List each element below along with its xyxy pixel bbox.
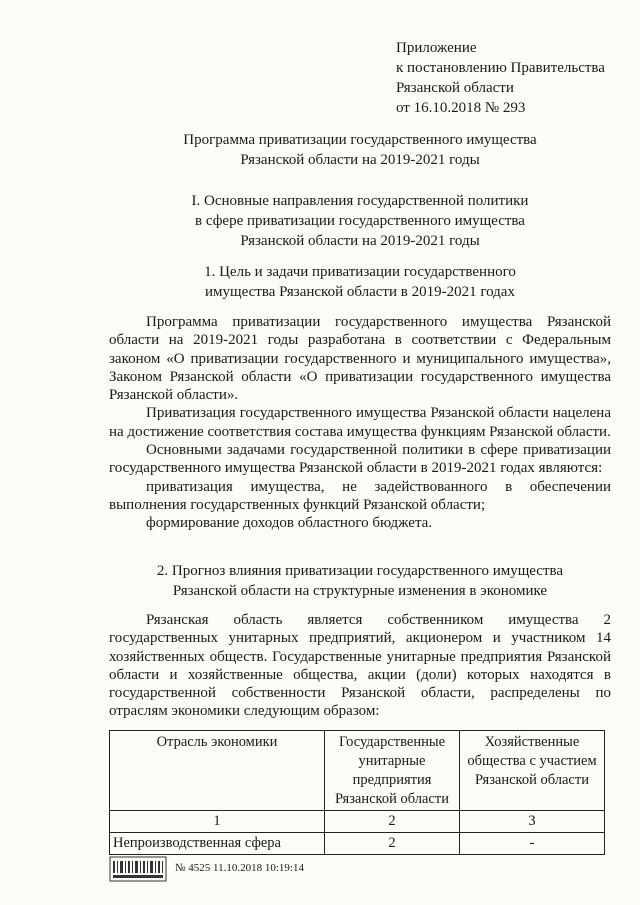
subsection1-heading-line-2: имущества Рязанской области в 2019-2021 годах [205,284,515,300]
subsection2-heading-line-2: Рязанской области на структурные изменения в экономике [172,583,548,599]
subsection2-heading-line-1: 2. Прогноз влияния приватизации государственного имущества [156,563,564,579]
subsection2-heading [90,561,630,601]
approval-line-4: от 16.10.2018 № 293 [396,100,526,116]
approval-line-3: Рязанской области [396,80,514,96]
paragraph-task-1: приватизация имущества, не задействованного в обеспечении выполнения государственных функций Рязанской области; [109,478,611,513]
section1-heading [90,191,630,251]
section1-heading-line-3: Рязанской области на 2019-2021 годы [240,233,480,249]
column-number-2: 2 [325,811,460,833]
header-state-enterprises: Государственные унитарные предприятия Рязанской области [325,731,460,811]
table-row [110,833,605,855]
row-business-companies-count: - [460,833,605,855]
sector-table [109,730,605,855]
document-barcode-icon [109,853,167,883]
registration-footer [109,853,304,883]
section2-text [109,611,611,721]
approval-line-1: Приложение [396,40,477,56]
section1-heading-line-2: в сфере приватизации государственного имущества [195,213,525,229]
table-header-row [110,731,605,811]
paragraph-purpose: Приватизация государственного имущества Рязанской области нацелена на достижение соответствия состава имущества функциям Рязанской области. [109,405,611,440]
registration-stamp: № 4525 11.10.2018 10:19:14 [175,862,304,874]
subsection1-heading [90,262,630,302]
paragraph-legal-basis: Программа приватизации государственного имущества Рязанской области на 2019-2021 годы разработана в соответствии с Федеральным законом «О приватизации государственного и муниципального имущества», Законом Рязанской области «О приватизации государственного имущества Рязанской области». [109,314,611,404]
program-title-line-2: Рязанской области на 2019-2021 годы [240,152,480,168]
paragraph-ownership: Рязанская область является собственником имущества 2 государственных унитарных предприятий, акционером и участником 14 хозяйственных обществ. Государственные унитарные предприятия Рязанской области и хозяйственные общества, акции (доли) которых находятся в государственной собственности Рязанской области, распределены по отраслям экономики следующим образом: [109,612,611,720]
row-state-enterprises-count: 2 [325,833,460,855]
column-number-3: 3 [460,811,605,833]
program-title-line-1: Программа приватизации государственного имущества [183,132,537,148]
sector-table-wrap [109,730,605,855]
paragraph-tasks-intro: Основными задачами государственной политики в сфере приватизации государственного имущества Рязанской области в 2019-2021 годах являются: [109,442,611,477]
program-title [90,130,630,170]
approval-block [396,38,605,118]
row-sector-name: Непроизводственная сфера [110,833,325,855]
column-number-1: 1 [110,811,325,833]
approval-line-2: к постановлению Правительства [396,60,605,76]
section1-text [109,313,611,533]
section1-heading-line-1: I. Основные направления государственной политики [191,193,529,209]
header-sector: Отрасль экономики [110,731,325,811]
table-number-row [110,811,605,833]
subsection1-heading-line-1: 1. Цель и задачи приватизации государственного [204,264,516,280]
paragraph-task-2: формирование доходов областного бюджета. [146,515,433,532]
header-business-companies: Хозяйственные общества с участием Рязанской области [460,731,605,811]
